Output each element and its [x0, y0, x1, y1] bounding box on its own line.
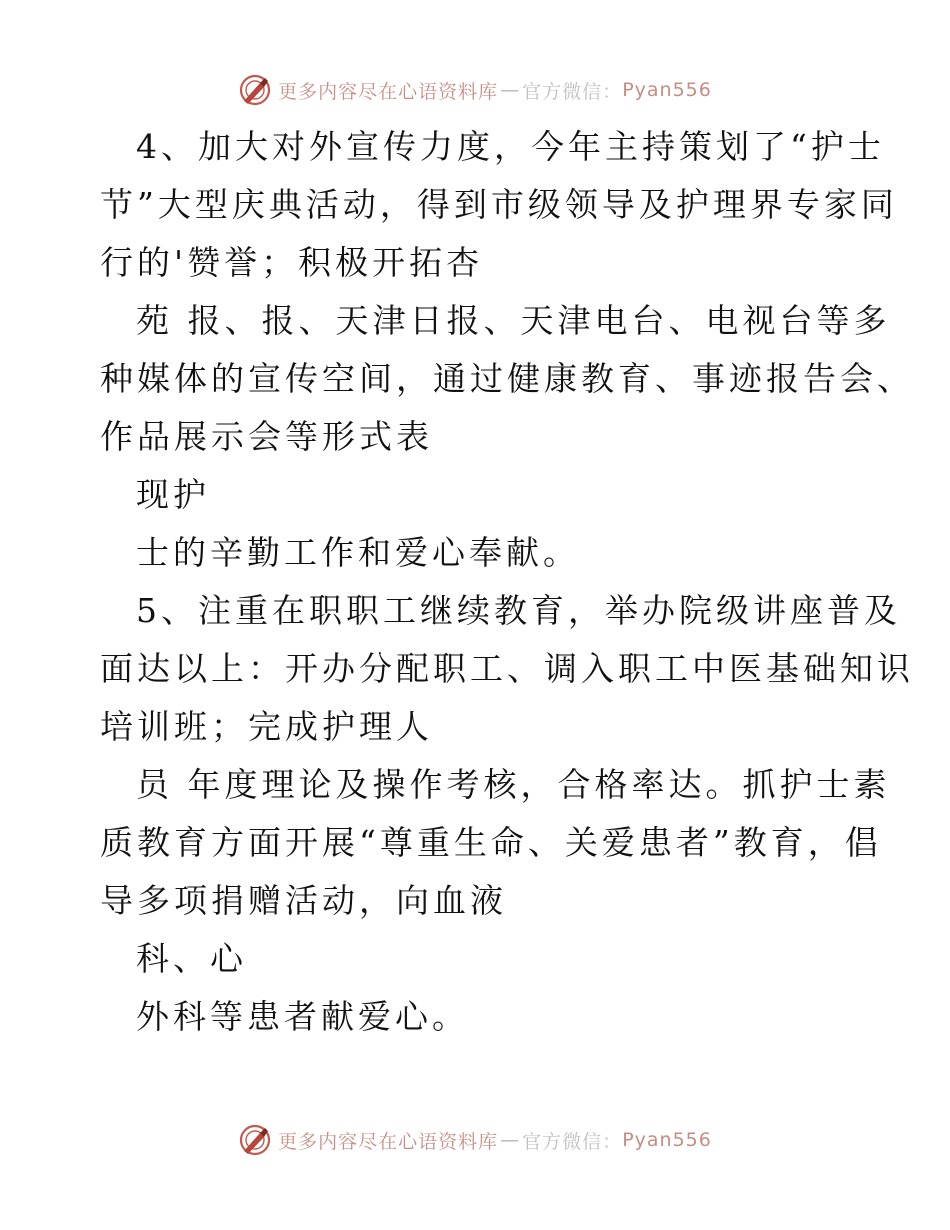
body-line: 外科等患者献爱心。	[136, 997, 469, 1036]
body-line: 5、注重在职职工继续教育，举办院级讲座普及	[136, 591, 901, 630]
pen-logo-icon	[238, 1123, 272, 1157]
body-line: 4、加大对外宣传力度，今年主持策划了“护士	[136, 127, 885, 166]
header-banner-text: 更多内容尽在心语资料库	[278, 80, 499, 103]
body-line: 士的辛勤工作和爱心奉献。	[136, 533, 580, 572]
body-line: 导多项捐赠活动，向血液	[100, 881, 507, 920]
header-wechat-label: 官方微信：	[522, 80, 623, 103]
header-banner	[0, 70, 950, 110]
body-line: 质教育方面开展“尊重生命、关爱患者”教育，倡	[100, 823, 882, 862]
pen-logo-icon	[238, 73, 272, 107]
footer-banner-text: 更多内容尽在心语资料库	[278, 1130, 499, 1153]
header-wechat-id: Pyan556	[622, 79, 712, 101]
body-line: 员 年度理论及操作考核，合格率达。抓护士素	[136, 765, 891, 804]
body-line: 现护	[136, 475, 210, 514]
footer-banner-separator: —	[500, 1129, 521, 1151]
body-line: 种媒体的宣传空间，通过健康教育、事迹报告会、	[100, 359, 914, 398]
body-line: 苑 报、报、天津日报、天津电台、电视台等多	[136, 301, 891, 340]
footer-wechat-label: 官方微信：	[522, 1130, 623, 1153]
body-line: 培训班；完成护理人	[100, 707, 433, 746]
footer-wechat-id: Pyan556	[622, 1129, 712, 1151]
body-line: 作品展示会等形式表	[100, 417, 433, 456]
body-line: 行的'赞誉；积极开拓杏	[100, 243, 484, 282]
body-line: 节”大型庆典活动，得到市级领导及护理界专家同	[100, 185, 898, 224]
header-banner-separator: —	[500, 79, 521, 101]
document-body	[100, 118, 914, 1046]
footer-banner	[0, 1120, 950, 1160]
body-line: 面达以上：开办分配职工、调入职工中医基础知识	[100, 649, 914, 688]
body-line: 科、心	[136, 939, 247, 978]
